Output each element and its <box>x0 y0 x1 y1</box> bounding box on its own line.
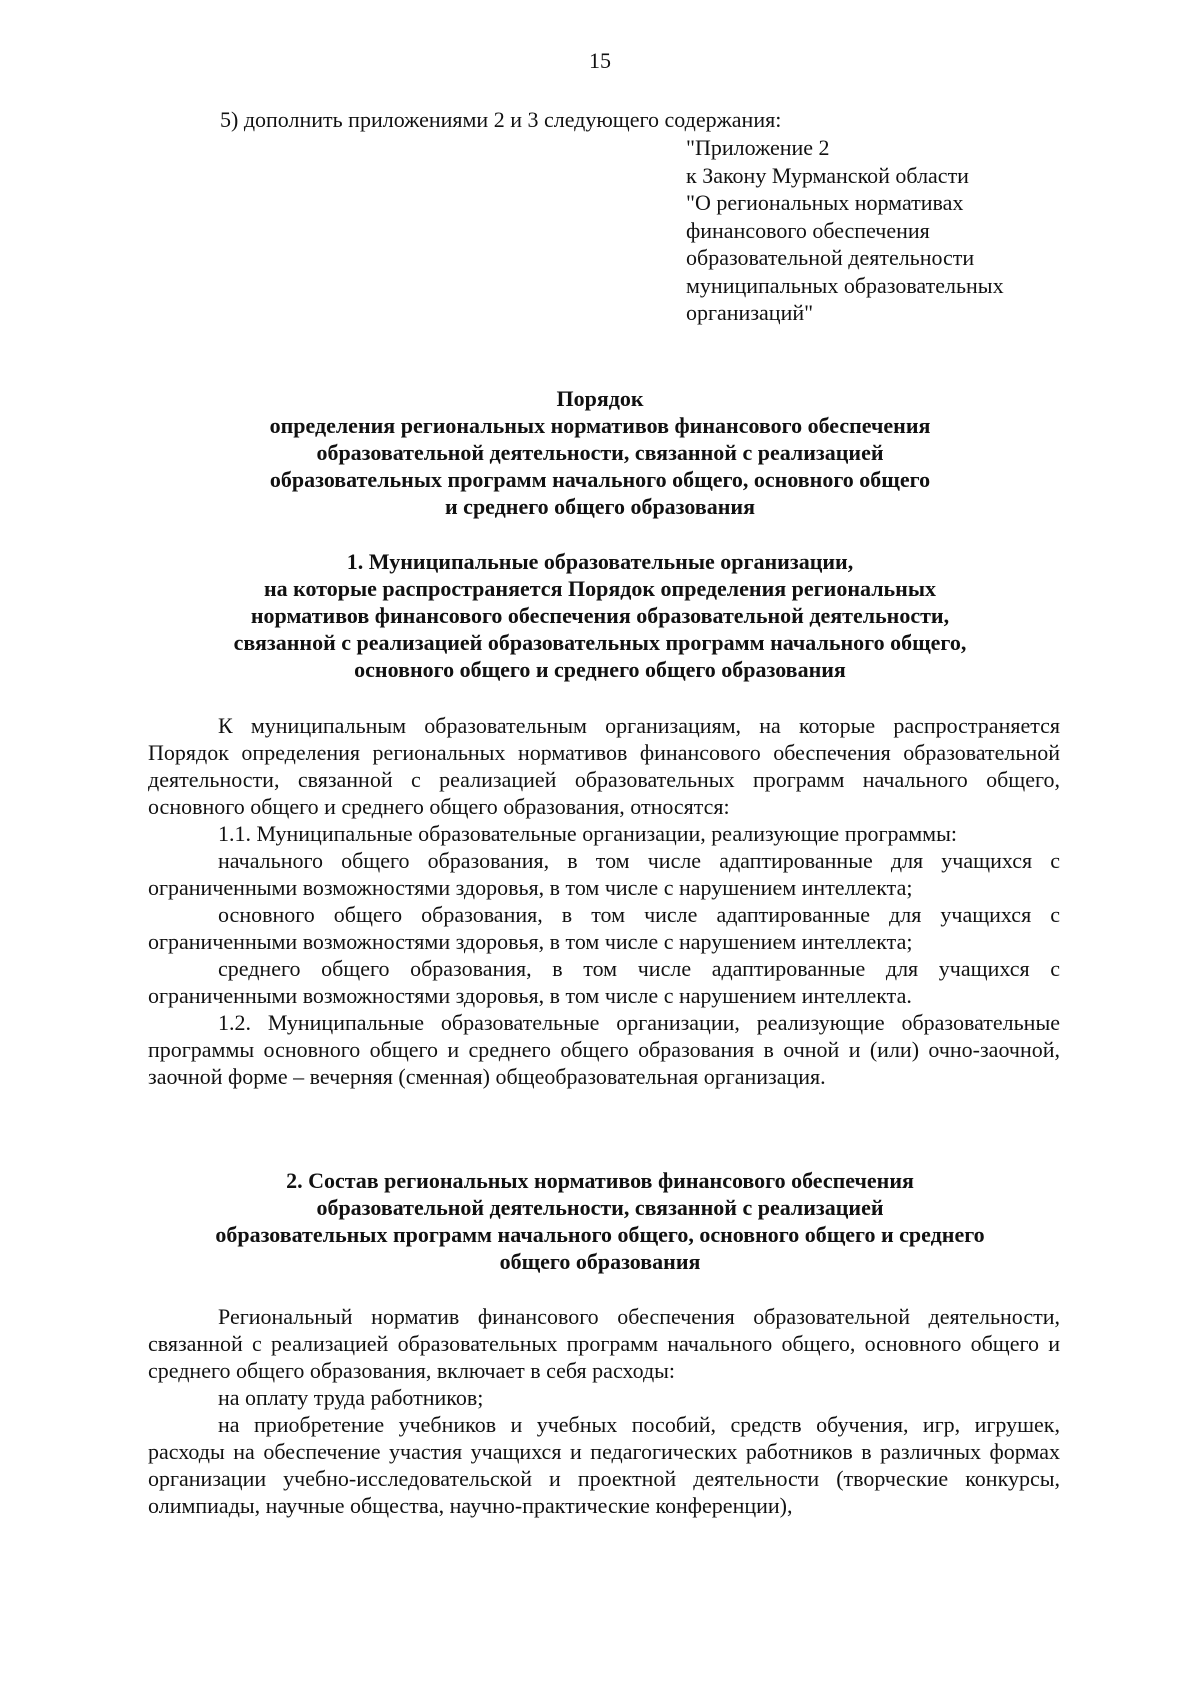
paragraph: К муниципальным образовательным организациям, на которые распространяется Порядок определения региональных нормативов финансового обеспечения образовательной деятельности, связанной с реализацией образовательных программ начального общего, основного общего и среднего общего образования, относятся: <box>148 713 1060 819</box>
intro-text: 5) дополнить приложениями 2 и 3 следующего содержания: <box>220 107 782 132</box>
appendix-header <box>686 134 1106 327</box>
document-title <box>140 385 1060 520</box>
section-heading-line: образовательных программ начального общего, основного общего и среднего <box>215 1222 985 1247</box>
appendix-line: финансового обеспечения <box>686 217 930 243</box>
appendix-line: организаций" <box>686 300 814 325</box>
paragraph: 1.1. Муниципальные образовательные организации, реализующие программы: <box>218 821 957 846</box>
appendix-line: образовательной деятельности <box>686 245 975 270</box>
paragraph: 1.2. Муниципальные образовательные организации, реализующие образовательные программы основного общего и среднего общего образования в очной и (или) очно-заочной, заочной форме – вечерняя (сменная) общеобразовательная организация. <box>148 1010 1060 1089</box>
section-heading-line: 2. Состав региональных нормативов финансового обеспечения <box>286 1168 914 1193</box>
paragraph: на оплату труда работников; <box>218 1385 484 1410</box>
section-heading-line: связанной с реализацией образовательных программ начального общего, <box>233 630 967 655</box>
title-line: образовательных программ начального общего, основного общего <box>269 467 931 492</box>
section-heading-line: образовательной деятельности, связанной с реализацией <box>316 1195 884 1220</box>
section-2-body <box>148 1303 1060 1519</box>
section-1-heading <box>140 548 1060 683</box>
paragraph: основного общего образования, в том числе адаптированные для учащихся с ограниченными возможностями здоровья, в том числе с нарушением интеллекта; <box>148 902 1060 954</box>
page-number: 15 <box>589 48 611 73</box>
section-heading-line: нормативов финансового обеспечения образовательной деятельности, <box>250 603 950 628</box>
paragraph: Региональный норматив финансового обеспечения образовательной деятельности, связанной с реализацией образовательных программ начального общего, основного общего и среднего общего образования, включает в себя расходы: <box>148 1304 1060 1383</box>
section-heading-line: общего образования <box>499 1249 701 1274</box>
section-2-heading <box>140 1167 1060 1275</box>
appendix-line: "О региональных нормативах <box>686 190 964 215</box>
appendix-line: муниципальных образовательных <box>686 272 1004 298</box>
title-line: и среднего общего образования <box>445 494 755 519</box>
section-heading-line: на которые распространяется Порядок определения региональных <box>263 576 937 601</box>
appendix-line: "Приложение 2 <box>686 135 830 160</box>
title-line: Порядок <box>556 386 644 411</box>
title-line: образовательной деятельности, связанной с реализацией <box>316 440 884 465</box>
title-line: определения региональных нормативов финансового обеспечения <box>269 413 931 438</box>
paragraph: начального общего образования, в том числе адаптированные для учащихся с ограниченными возможностями здоровья, в том числе с нарушением интеллекта; <box>148 848 1060 900</box>
section-1-body <box>148 712 1060 1090</box>
section-heading-line: основного общего и среднего общего образования <box>354 657 846 682</box>
section-heading-line: 1. Муниципальные образовательные организации, <box>346 549 854 574</box>
paragraph: на приобретение учебников и учебных пособий, средств обучения, игр, игрушек, расходы на обеспечение участия учащихся и педагогических работников в различных формах организации учебно-исследовательской и проектной деятельности (творческие конкурсы, олимпиады, научные общества, научно-практические конференции), <box>148 1412 1060 1518</box>
appendix-line: к Закону Мурманской области <box>686 162 969 188</box>
paragraph: среднего общего образования, в том числе адаптированные для учащихся с ограниченными возможностями здоровья, в том числе с нарушением интеллекта. <box>148 956 1060 1008</box>
